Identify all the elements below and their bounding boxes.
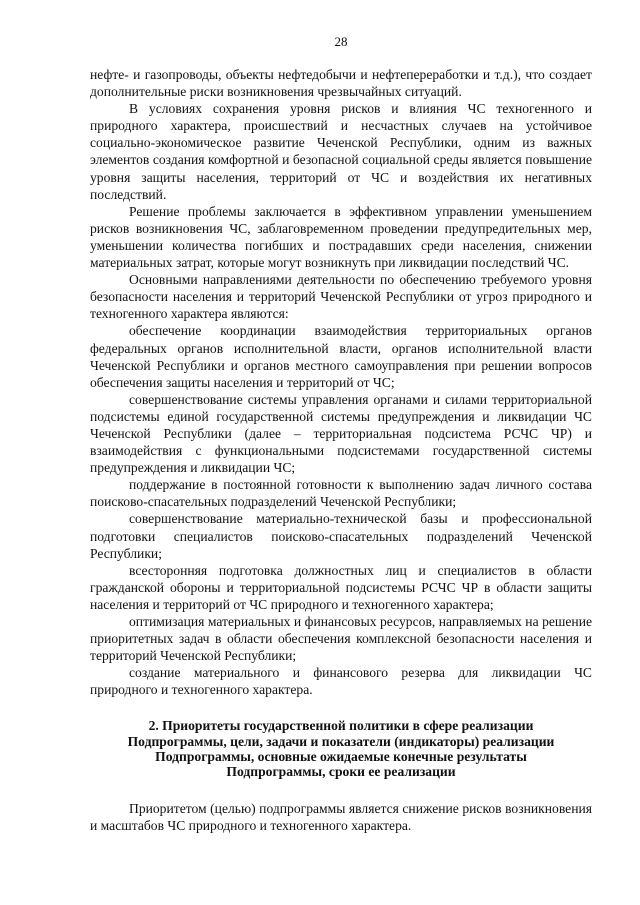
- list-item-resource-optimization: оптимизация материальных и финансовых ресурсов, направляемых на решение приоритетных задач в области обеспечения комплексной безопасности населения и территорий Чеченской Республики;: [90, 614, 592, 664]
- section-heading: [90, 718, 592, 779]
- paragraph-risk-conditions: В условиях сохранения уровня рисков и влияния ЧС техногенного и природного характера, происшествий и несчастных случаев на устойчивое социально-экономическое развитие Чеченской Республики, одним из важных элементов создания комфортной и безопасной социальной среды является повышение уровня защиты населения, территорий от ЧС и воздействия их негативных последствий.: [90, 101, 592, 202]
- section-heading-line: Подпрограммы, основные ожидаемые конечные результаты: [155, 748, 527, 764]
- paragraph-problem-solution: Решение проблемы заключается в эффективном управлении уменьшением рисков возникновения ЧС, заблаговременном проведении предупредительных мер, уменьшении количества погибших и пострадавших среди населения, снижении материальных затрат, которые могут возникнуть при ликвидации последствий ЧС.: [90, 203, 592, 271]
- list-item-material-base: совершенствование материально-технической базы и профессиональной подготовки специалистов поисково-спасательных подразделений Чеченской Республики;: [90, 511, 592, 561]
- section-heading-line: 2. Приоритеты государственной политики в сфере реализации: [148, 718, 534, 734]
- paragraph-continuation: нефте- и газопроводы, объекты нефтедобычи и нефтепереработки и т.д.), что создает дополнительные риски возникновения чрезвычайных ситуаций.: [90, 67, 592, 100]
- list-item-readiness: поддержание в постоянной готовности к выполнению задач личного состава поисково-спасательных подразделений Чеченской Республики;: [90, 477, 592, 510]
- paragraph-main-directions: Основными направлениями деятельности по обеспечению требуемого уровня безопасности населения и территорий Чеченской Республики от угроз природного и техногенного характера являются:: [90, 272, 592, 322]
- list-item-management-improvement: совершенствование системы управления органами и силами территориальной подсистемы единой государственной системы предупреждения и ликвидации ЧС Чеченской Республики (далее – территориальная подсистема РСЧС ЧР) и взаимодействия с функциональными подсистемами государственной системы предупреждения и ликвидации ЧС;: [90, 391, 592, 476]
- section-heading-line: Подпрограммы, сроки ее реализации: [226, 764, 456, 780]
- paragraph-priority-goal: Приоритетом (целью) подпрограммы является снижение рисков возникновения и масштабов ЧС природного и техногенного характера.: [90, 801, 592, 834]
- list-item-training: всесторонняя подготовка должностных лиц и специалистов в области гражданской обороны и территориальной подсистемы РСЧС ЧР в области защиты населения и территорий от ЧС природного и техногенного характера;: [90, 562, 592, 612]
- list-item-coordination: обеспечение координации взаимодействия территориальных органов федеральных органов исполнительной власти, органов исполнительной власти Чеченской Республики и органов местного самоуправления при решении вопросов обеспечения защиты населения и территорий от ЧС;: [90, 323, 592, 390]
- list-item-reserve: создание материального и финансового резерва для ликвидации ЧС природного и техногенного характера.: [90, 665, 592, 698]
- section-heading-line: Подпрограммы, цели, задачи и показатели (индикаторы) реализации: [127, 733, 555, 749]
- page-number: 28: [334, 34, 348, 49]
